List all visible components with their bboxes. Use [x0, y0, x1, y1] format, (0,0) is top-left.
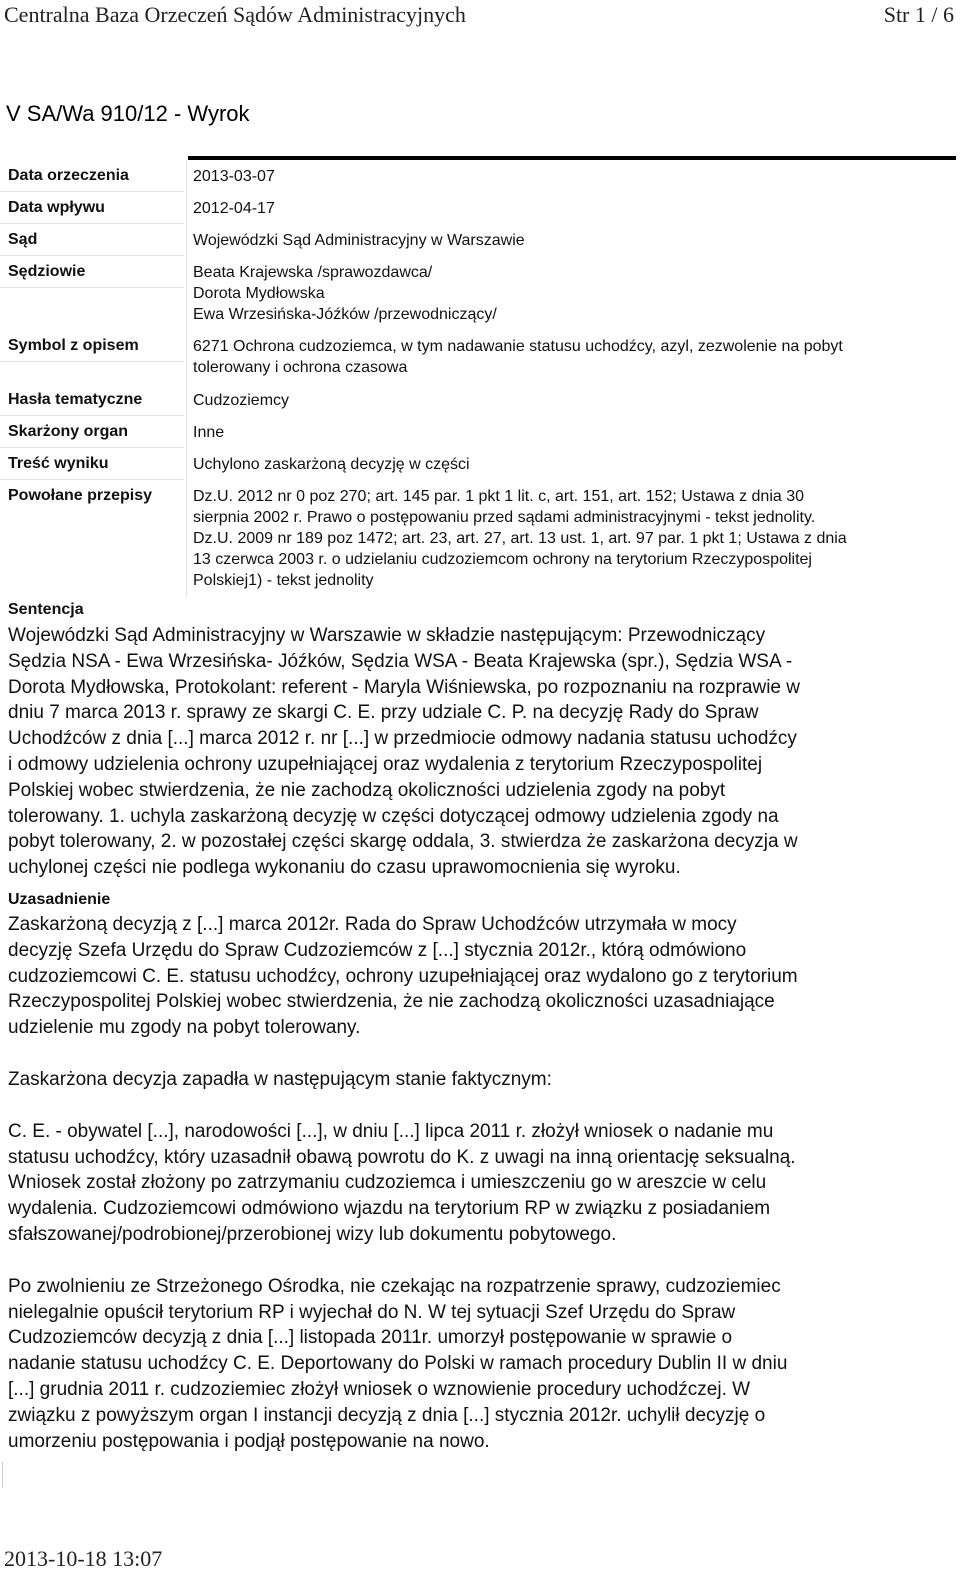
- meta-row-skarzony-organ: [0, 416, 956, 448]
- meta-value-line: Dorota Mydłowska: [193, 285, 325, 302]
- text-line: Po zwolnieniu ze Strzeżonego Ośrodka, nie czekając na rozpatrzenie sprawy, cudzoziemiec: [8, 1275, 781, 1297]
- meta-value-line: Beata Krajewska /sprawozdawca/: [193, 264, 433, 281]
- meta-label: Sąd: [0, 224, 184, 256]
- text-line: Rzeczypospolitej Polskiej wobec stwierdzenia, że nie zachodzą okoliczności uzasadniające: [8, 991, 775, 1013]
- meta-value-line: Uchylono zaskarżoną decyzję w części: [193, 456, 470, 473]
- sentencja-section: [8, 600, 948, 881]
- text-line: Cudzoziemców decyzją z dnia [...] listopada 2011r. umorzył postępowanie w sprawie o: [8, 1327, 733, 1349]
- meta-value: [186, 480, 956, 597]
- meta-row-data-wplywu: [0, 192, 956, 224]
- meta-value: [186, 416, 956, 449]
- meta-value: [186, 224, 956, 257]
- meta-value-line: Polskiej1) - tekst jednolity: [193, 572, 374, 589]
- meta-label: Treść wyniku: [0, 448, 184, 480]
- text-line: nadanie statusu uchodźcy C. E. Deportowany do Polski w ramach procedury Dublin II w dniu: [8, 1353, 788, 1375]
- text-line: dniu 7 marca 2013 r. sprawy ze skargi C. E. przy udziale C. P. na decyzję Rady do Spraw: [8, 702, 759, 724]
- text-line: nielegalnie opuścił terytorium RP i wyjechał do N. W tej sytuacji Szef Urzędu do Spraw: [8, 1301, 736, 1323]
- uzasadnienie-body: [8, 912, 948, 1454]
- paragraph-gap: [8, 1093, 948, 1119]
- meta-value-line: 2013-03-07: [193, 168, 275, 185]
- meta-value: [186, 384, 956, 417]
- meta-value-line: 2012-04-17: [193, 200, 275, 217]
- meta-label: Powołane przepisy: [8, 487, 153, 504]
- text-line: Dorota Mydłowska, Protokolant: referent - Maryla Wiśniewska, po rozpoznaniu na rozprawie w: [8, 676, 800, 698]
- paragraph-gap: [8, 1248, 948, 1274]
- uzasadnienie-section: [8, 890, 948, 1454]
- margin-rule: [2, 1462, 3, 1488]
- meta-label: Data orzeczenia: [0, 160, 184, 192]
- text-line: Zaskarżoną decyzją z [...] marca 2012r. Rada do Spraw Uchodźców utrzymała w mocy: [8, 914, 737, 935]
- meta-label: Skarżony organ: [0, 416, 184, 448]
- meta-label: Hasła tematyczne: [0, 384, 184, 416]
- text-line: cudzoziemcowi C. E. statusu uchodźcy, ochrony uzupełniającej oraz wydalono go z terytorium: [8, 965, 798, 987]
- text-line: C. E. - obywatel [...], narodowości [...], w dniu [...] lipca 2011 r. złożył wniosek o nadanie mu: [8, 1120, 774, 1142]
- meta-row-tresc-wyniku: [0, 448, 956, 480]
- meta-value-line: Cudzoziemcy: [193, 392, 290, 409]
- text-line: związku z powyższym organ I instancji decyzją z dnia [...] stycznia 2012r. uchylił decyzję o: [8, 1404, 766, 1426]
- sentencja-body: [8, 623, 948, 881]
- text-line: statusu uchodźcy, który uzasadnił obawą powrotu do K. z uwagi na inną orientację seksualną.: [8, 1146, 796, 1168]
- text-line: udzielenie mu zgody na pobyt tolerowany.: [8, 1017, 361, 1039]
- text-line: Polskiej wobec stwierdzenia, że nie zachodzą okoliczności udzielenia zgody na pobyt: [8, 779, 726, 801]
- text-line: Wojewódzki Sąd Administracyjny w Warszawie w składzie następującym: Przewodniczący: [8, 625, 766, 646]
- document-title: V SA/Wa 910/12 - Wyrok: [6, 101, 250, 126]
- meta-row-hasla-tematyczne: [0, 384, 956, 416]
- meta-label: Data wpływu: [0, 192, 184, 224]
- page-indicator: Str 1 / 6: [883, 2, 954, 27]
- meta-row-powolane-przepisy: [0, 480, 956, 598]
- text-line: wydalenia. Cudzoziemcowi odmówiono wjazdu na terytorium RP w związku z posiadaniem: [8, 1198, 771, 1220]
- meta-row-data-orzeczenia: [0, 160, 956, 192]
- meta-value-line: Dz.U. 2009 nr 189 poz 1472; art. 23, art. 27, art. 13 ust. 1, art. 97 par. 1 pkt 1; Ustawa z dnia: [193, 530, 847, 547]
- text-line: tolerowany. 1. uchyla zaskarżoną decyzję w części dotyczącej odmowy udzielenia zgody na: [8, 805, 779, 827]
- meta-value: [186, 192, 956, 225]
- print-timestamp: 2013-10-18 13:07: [4, 1546, 163, 1571]
- meta-value-line: sierpnia 2002 r. Prawo o postępowaniu przed sądami administracyjnymi - tekst jednolity.: [193, 509, 816, 526]
- sentencja-heading: Sentencja: [8, 601, 84, 618]
- text-line: i odmowy udzielenia ochrony uzupełniającej oraz wydalenia z terytorium Rzeczypospolitej: [8, 753, 763, 775]
- text-line: sfałszowanej/podrobionej/przerobionej wizy lub dokumentu pobytowego.: [8, 1223, 617, 1245]
- meta-value-line: 6271 Ochrona cudzoziemca, w tym nadawanie statusu uchodźcy, azyl, zezwolenie na pobyt: [193, 338, 843, 355]
- meta-value-line: Inne: [193, 424, 225, 441]
- meta-value-line: 13 czerwca 2003 r. o udzielaniu cudzoziemcom ochrony na terytorium Rzeczypospolitej: [193, 551, 812, 568]
- meta-value-line: Wojewódzki Sąd Administracyjny w Warszawie: [193, 232, 525, 249]
- text-line: [...] grudnia 2011 r. cudzoziemiec złożył wniosek o wznowienie procedury uchodźczej. W: [8, 1378, 751, 1400]
- meta-value: [186, 448, 956, 481]
- paragraph-gap: [8, 1041, 948, 1067]
- text-line: decyzję Szefa Urzędu do Spraw Cudzoziemców z [...] stycznia 2012r., którą odmówiono: [8, 939, 747, 961]
- meta-value: [186, 330, 956, 384]
- meta-value-line: tolerowany i ochrona czasowa: [193, 359, 408, 376]
- text-line: Uchodźców z dnia [...] marca 2012 r. nr [...] w przedmiocie odmowy nadania statusu uchodźcy: [8, 728, 797, 750]
- meta-row-symbol-z-opisem: [0, 330, 956, 384]
- meta-label: Sędziowie: [0, 256, 184, 288]
- text-line: Wniosek został złożony po zatrzymaniu cudzoziemca i umieszczeniu go w areszcie w celu: [8, 1172, 767, 1194]
- meta-label: Symbol z opisem: [0, 330, 184, 362]
- text-line: umorzeniu postępowania i podjął postępowanie na nowo.: [8, 1430, 490, 1452]
- uzasadnienie-heading: Uzasadnienie: [8, 891, 111, 908]
- meta-value: [186, 160, 956, 193]
- site-title: Centralna Baza Orzeczeń Sądów Administracyjnych: [4, 2, 466, 27]
- meta-row-sedziowie: [0, 256, 956, 330]
- meta-value-line: Dz.U. 2012 nr 0 poz 270; art. 145 par. 1 pkt 1 lit. c, art. 151, art. 152; Ustawa z dnia 30: [193, 488, 805, 505]
- text-line: Zaskarżona decyzja zapadła w następującym stanie faktycznym:: [8, 1068, 552, 1090]
- text-line: pobyt tolerowany, 2. w pozostałej części skargę oddala, 3. stwierdza że zaskarżona decyzja w: [8, 831, 798, 853]
- meta-value: [186, 256, 956, 331]
- text-line: Sędzia NSA - Ewa Wrzesińska- Jóźków, Sędzia WSA - Beata Krajewska (spr.), Sędzia WSA -: [8, 650, 793, 672]
- text-line: uchylonej części nie podlega wykonaniu do czasu uprawomocnienia się wyroku.: [8, 857, 681, 879]
- meta-row-sad: [0, 224, 956, 256]
- meta-value-line: Ewa Wrzesińska-Jóźków /przewodniczący/: [193, 306, 497, 323]
- metadata-table: [0, 160, 956, 598]
